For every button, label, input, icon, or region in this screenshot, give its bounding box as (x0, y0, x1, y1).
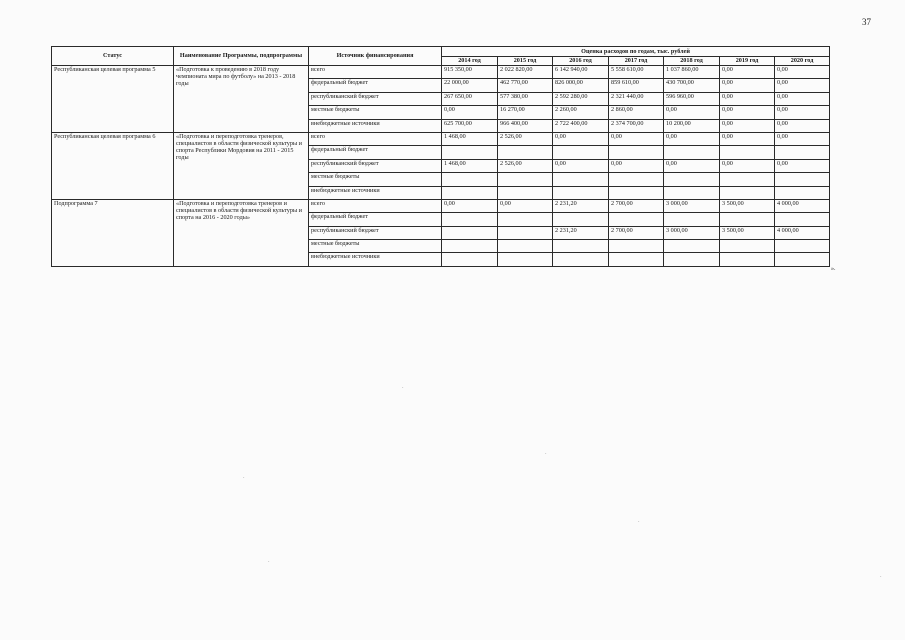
page-number: 37 (862, 17, 871, 27)
value-cell: 1 468,00 (442, 159, 498, 172)
value-cell: 0,00 (720, 132, 775, 145)
value-cell: 22 000,00 (442, 79, 498, 92)
value-cell: 0,00 (775, 159, 830, 172)
value-cell: 0,00 (498, 199, 553, 212)
funding-source-cell: республиканский бюджет (309, 92, 442, 105)
value-cell (664, 173, 720, 186)
value-cell (720, 146, 775, 159)
value-cell (720, 186, 775, 199)
value-cell: 6 142 940,00 (553, 66, 609, 79)
value-cell (498, 226, 553, 239)
value-cell: 462 770,00 (498, 79, 553, 92)
value-cell (720, 213, 775, 226)
scan-speck: · (638, 520, 640, 525)
value-cell (553, 146, 609, 159)
value-cell (609, 173, 664, 186)
year-header-cell: 2019 год (720, 57, 775, 66)
value-cell: 1 037 860,00 (664, 66, 720, 79)
value-cell (498, 173, 553, 186)
funding-source-cell: местные бюджеты (309, 173, 442, 186)
value-cell (775, 240, 830, 253)
value-cell: 2 700,00 (609, 226, 664, 239)
value-cell: 596 960,00 (664, 92, 720, 105)
year-header-cell: 2020 год (775, 57, 830, 66)
value-cell: 966 400,00 (498, 119, 553, 132)
value-cell (498, 253, 553, 266)
value-cell (498, 146, 553, 159)
value-cell (498, 186, 553, 199)
year-header-cell: 2017 год (609, 57, 664, 66)
value-cell: 0,00 (775, 132, 830, 145)
value-cell: 0,00 (442, 106, 498, 119)
status-cell: Подпрограмма 7 (52, 199, 174, 266)
header-estimate: Оценка расходов по годам, тыс. рублей (442, 47, 830, 57)
value-cell: 0,00 (775, 79, 830, 92)
value-cell (442, 146, 498, 159)
funding-source-cell: внебюджетные источники (309, 253, 442, 266)
value-cell (498, 240, 553, 253)
value-cell (609, 213, 664, 226)
program-name-cell: «Подготовка и переподготовка тренеров, специалистов в области физической культуры и спорта Республики Мордовия на 2011 - 2015 годы (174, 132, 309, 199)
funding-source-cell: федеральный бюджет (309, 79, 442, 92)
value-cell (442, 213, 498, 226)
status-cell: Республиканская целевая программа 5 (52, 66, 174, 133)
value-cell: 0,00 (720, 119, 775, 132)
value-cell: 2 722 400,00 (553, 119, 609, 132)
value-cell: 2 374 700,00 (609, 119, 664, 132)
funding-source-cell: местные бюджеты (309, 106, 442, 119)
funding-source-cell: внебюджетные источники (309, 186, 442, 199)
funding-source-cell: местные бюджеты (309, 240, 442, 253)
value-cell: 2 700,00 (609, 199, 664, 212)
closing-quote: ». (831, 266, 836, 272)
value-cell (775, 146, 830, 159)
value-cell: 0,00 (720, 66, 775, 79)
value-cell (498, 213, 553, 226)
year-header-cell: 2015 год (498, 57, 553, 66)
value-cell: 3 500,00 (720, 199, 775, 212)
value-cell (442, 253, 498, 266)
funding-source-cell: всего (309, 199, 442, 212)
program-name-cell: «Подготовка к проведению в 2018 году чемпионата мира по футболу» на 2013 - 2018 годы (174, 66, 309, 133)
value-cell: 0,00 (775, 106, 830, 119)
value-cell: 0,00 (609, 159, 664, 172)
value-cell: 2 526,00 (498, 132, 553, 145)
value-cell (442, 240, 498, 253)
value-cell (553, 213, 609, 226)
value-cell: 4 000,00 (775, 199, 830, 212)
value-cell (609, 186, 664, 199)
value-cell: 0,00 (664, 106, 720, 119)
value-cell (720, 240, 775, 253)
table-body (52, 66, 830, 267)
funding-source-cell: федеральный бюджет (309, 146, 442, 159)
value-cell: 10 200,00 (664, 119, 720, 132)
status-cell: Республиканская целевая программа 6 (52, 132, 174, 199)
value-cell: 0,00 (720, 159, 775, 172)
value-cell: 826 000,00 (553, 79, 609, 92)
value-cell (775, 173, 830, 186)
value-cell: 2 592 280,00 (553, 92, 609, 105)
value-cell: 2 260,00 (553, 106, 609, 119)
table-row (52, 132, 830, 145)
scan-speck: · (545, 452, 547, 457)
funding-source-cell: республиканский бюджет (309, 159, 442, 172)
value-cell: 16 270,00 (498, 106, 553, 119)
value-cell (664, 240, 720, 253)
year-header-cell: 2016 год (553, 57, 609, 66)
value-cell: 625 700,00 (442, 119, 498, 132)
table-row (52, 199, 830, 212)
value-cell: 1 468,00 (442, 132, 498, 145)
value-cell (553, 173, 609, 186)
value-cell: 859 610,00 (609, 79, 664, 92)
funding-source-cell: всего (309, 132, 442, 145)
scan-speck: · (880, 575, 882, 580)
header-funding-source: Источник финансирования (309, 47, 442, 66)
value-cell: 5 558 610,00 (609, 66, 664, 79)
value-cell: 0,00 (775, 66, 830, 79)
value-cell (442, 173, 498, 186)
funding-source-cell: всего (309, 66, 442, 79)
value-cell: 915 350,00 (442, 66, 498, 79)
scan-speck: · (243, 476, 245, 481)
value-cell: 2 022 820,00 (498, 66, 553, 79)
value-cell: 0,00 (553, 132, 609, 145)
value-cell: 267 650,00 (442, 92, 498, 105)
value-cell (775, 253, 830, 266)
header-program-name: Наименование Программы, подпрограммы (174, 47, 309, 66)
value-cell (609, 253, 664, 266)
funding-source-cell: внебюджетные источники (309, 119, 442, 132)
value-cell: 4 000,00 (775, 226, 830, 239)
value-cell: 0,00 (720, 92, 775, 105)
table-row (52, 66, 830, 79)
value-cell: 3 000,00 (664, 199, 720, 212)
value-cell (775, 186, 830, 199)
value-cell: 0,00 (775, 92, 830, 105)
value-cell: 0,00 (775, 119, 830, 132)
value-cell (664, 186, 720, 199)
value-cell: 2 321 440,00 (609, 92, 664, 105)
header-status: Статус (52, 47, 174, 66)
year-header-cell: 2014 год (442, 57, 498, 66)
value-cell: 0,00 (553, 159, 609, 172)
value-cell (720, 253, 775, 266)
value-cell (442, 226, 498, 239)
value-cell (553, 240, 609, 253)
value-cell (775, 213, 830, 226)
value-cell: 2 860,00 (609, 106, 664, 119)
year-header-cell: 2018 год (664, 57, 720, 66)
value-cell: 3 500,00 (720, 226, 775, 239)
scan-speck: · (402, 386, 404, 391)
value-cell: 0,00 (609, 132, 664, 145)
value-cell (553, 186, 609, 199)
value-cell: 3 000,00 (664, 226, 720, 239)
value-cell: 0,00 (720, 106, 775, 119)
program-name-cell: «Подготовка и переподготовка тренеров и специалистов в области физической культуры и спорта на 2016 - 2020 годы» (174, 199, 309, 266)
value-cell: 0,00 (442, 199, 498, 212)
value-cell: 2 231,20 (553, 226, 609, 239)
value-cell (442, 186, 498, 199)
value-cell: 0,00 (720, 79, 775, 92)
value-cell (609, 146, 664, 159)
value-cell (720, 173, 775, 186)
funding-source-cell: федеральный бюджет (309, 213, 442, 226)
value-cell (609, 240, 664, 253)
value-cell: 0,00 (664, 132, 720, 145)
value-cell (553, 253, 609, 266)
budget-table (51, 46, 830, 267)
scan-speck: · (268, 560, 270, 565)
value-cell (664, 146, 720, 159)
value-cell (664, 213, 720, 226)
value-cell: 577 380,00 (498, 92, 553, 105)
value-cell: 2 526,00 (498, 159, 553, 172)
funding-source-cell: республиканский бюджет (309, 226, 442, 239)
value-cell: 0,00 (664, 159, 720, 172)
value-cell: 430 700,00 (664, 79, 720, 92)
value-cell (664, 253, 720, 266)
value-cell: 2 231,20 (553, 199, 609, 212)
